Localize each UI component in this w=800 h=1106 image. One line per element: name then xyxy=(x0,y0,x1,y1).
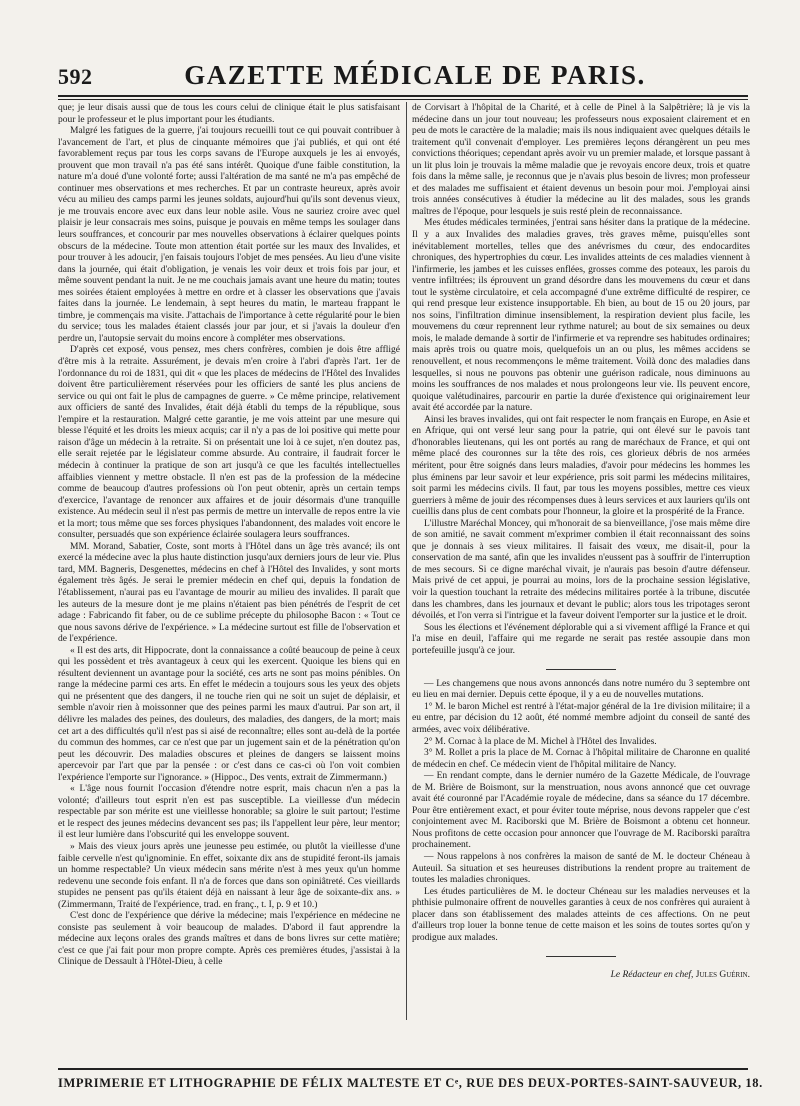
signature-label: Le Rédacteur en chef, xyxy=(610,969,694,980)
header-rule xyxy=(58,95,748,97)
right-column xyxy=(412,103,750,1073)
column-separator xyxy=(406,102,407,1020)
paragraph: MM. Morand, Sabatier, Coste, sont morts à l'Hôtel dans un âge très avancé; ils ont exercé la médecine avec la plus haute distinction jusqu'aux derniers jours de leur vie. Plus tard, MM. Bagneris, Desgenettes, médecins en chef à l'Hôtel des Invalides, y sont morts également très âgés. Je serai le premier médecin en chef qui, depuis la fondation de l'établissement, n'aurai pas eu l'avantage de mourir au milieu des invalides. Il paraît que les auteurs de la mesure dont je me plains n'étaient pas bien pénétrés de l'esprit de cet adage : Fabricando fit faber, ou de ce sublime précepte du philosophe Bacon : « Tout ce que nous savons dérive de l'expérience. » La médecine surtout est fille de l'observation et de l'expérience. xyxy=(58,541,400,645)
page-title: GAZETTE MÉDICALE DE PARIS. xyxy=(184,60,646,90)
news-item: 2° M. Cornac à la place de M. Michel à l'Hôtel des Invalides. xyxy=(424,736,657,747)
news-item: — Nous rappelons à nos confrères la maison de santé de M. le docteur Chéneau à Auteuil. Sa situation et ses heureuses distributions la rendent propre au traitement de toutes les maladies chroniques. xyxy=(412,852,750,886)
header-rule-thin xyxy=(58,99,748,100)
news-item: 1° M. le baron Michel est rentré à l'état-major général de la 1re division militaire; il a eu entre, par décision du 12 août, été nommé membre adjoint du conseil de santé des armées, avec voix délibérative. xyxy=(412,701,750,735)
news-item: Les études particulières de M. le docteur Chéneau sur les maladies nerveuses et la phthisie pulmonaire offrent de nouvelles garanties à ceux de nos confrères qui auraient à placer dans son établissement des malades atteints de ces affections. On ne peut d'ailleurs trop louer la bonne tenue de cette maison et les soins de toutes sortes qu'on y prodigue aux malades. xyxy=(412,886,750,943)
signature xyxy=(412,970,750,982)
quote-paragraph: » Mais des vieux jours après une jeunesse peu estimée, ou plutôt la vieillesse d'une faible cervelle n'est qu'ignominie. En effet, soixante dix ans de stupidité feront-ils jamais un homme respectable? Un vieux médecin sans mérite n'est à mes yeux qu'un homme redevenu une seconde fois enfant. Il n'a de forces que dans son opiniâtreté. Ces vieillards stupides ne pensent pas qu'ils étaient déjà en naissant à leur âge de soixante-dix ans. » (Zimmermann, Traité de l'expérience, trad. en franç., t. I, p. 9 et 10.) xyxy=(58,842,400,910)
quote-paragraph: « L'âge nous fournit l'occasion d'étendre notre esprit, mais chacun n'en a pas la volonté; d'ailleurs tout esprit n'en est pas susceptible. La vieillesse d'un médecin respectable par son mérite est une vieillesse honorable; sa gloire le suit partout; l'estime et le respect des jeunes médecins devancent ses pas; ils l'appellent leur père, leur mentor; il est leur lumière dans l'obscurité qui les enveloppe souvent. xyxy=(58,784,400,841)
quote-paragraph: « Il est des arts, dit Hippocrate, dont la connaissance a coûté beaucoup de peine à ceux qui les possèdent et très avantageux à ceux qui les exercent. Quoique les biens qui en résultent deviennent un avantage pour la société, ces arts ne sont pas moins pénibles. On range la médecine parmi ces arts. En effet le médecin a toujours sous les yeux des objets qui ne présentent que des dangers, il ne touche rien qui ne soit un sujet de déplaisir, et semble n'avoir rien à moissonner que des peines parmi les maux d'autrui. Par son art, il délivre les malades des peines, des douleurs, des maladies, des dangers, de la mort; mais cet art a des difficultés qu'il n'est pas si aisé de reconnaître; elles sont au-delà de la portée du commun des hommes, car ce n'est que par un jugement sain et de la pénétration qu'on peut les découvrir. Des maladies obscures et pleines de dangers se laissent moins apercevoir par l'art que par la pensée : or c'est dans ce cas-ci où l'on voit combien l'expérience l'emporte sur l'ignorance. » (Hippoc., Des vents, extrait de Zimmermann.) xyxy=(58,645,400,783)
printer-imprint: IMPRIMERIE ET LITHOGRAPHIE DE FÉLIX MALTESTE ET Cᵉ, RUE DES DEUX-PORTES-SAINT-SAUVEUR, 18. xyxy=(58,1076,763,1090)
news-item: — En rendant compte, dans le dernier numéro de la Gazette Médicale, de l'ouvrage de M. Brière de Boismont, sur la menstruation, nous avons annoncé que cet ouvrage avait été couronné par l'Académie royale de médecine, dans sa séance du 17 décembre. Pour être entièrement exact, et pour éviter toute méprise, nous devons rappeler que c'est conjointement avec M. Raciborski que M. Brière de Boismont a obtenu cet honneur. Nous profitons de cette occasion pour annoncer que l'ouvrage de M. Raciborski paraîtra prochainement. xyxy=(412,771,750,851)
section-divider xyxy=(412,950,750,962)
section-divider xyxy=(412,663,750,675)
footer-rule xyxy=(58,1068,748,1070)
paragraph: de Corvisart à l'hôpital de la Charité, et à celle de Pinel à la Salpêtrière; là je vis la médecine dans un jour tout nouveau; les professeurs nous exposaient clairement et en peu de mots le caractère de la maladie; mais ils nous indiquaient avec quelques détails le traitement qu'il convenait d'employer. Les premières leçons dérangèrent un peu mes convictions théoriques; cependant après avoir vu un premier malade, et lorsque passant à un lit plus loin je trouvais la même maladie que je revoyais encore deux, trois et quatre fois dans la même salle, je reconnus que je n'avais plus besoin de livres; mon professeur et des malades me suffisaient et étaient devenus un besoin pour moi. J'employai ainsi trois années consécutives à étudier la médecine au lit des malades, sous les grands maîtres de l'époque, pour lesquels je suis resté plein de reconnaissance. xyxy=(412,103,750,217)
signature-name: Jules Guérin. xyxy=(695,969,750,980)
paragraph: D'après cet exposé, vous pensez, mes chers confrères, combien je dois être affligé d'être mis à la retraite. Assurément, je devais m'en croire à l'abri d'après l'art. 1er de l'ordonnance du roi de 1831, qui dit « que les places de médecins de l'Hôtel des Invalides doivent être particulièrement réservées pour les officiers de santé les plus anciens de service ou qui ont fait le plus de campagnes de guerre. » Ce même principe, relativement aux officiers de santé des Invalides, était déjà établi du temps de la république, sous l'empire et la restauration. Malgré cette garantie, je me vois atteint par une mesure qui blesse l'équité et les droits les mieux acquis; car il n'y a pas de loi positive qui mette pour raison d'âge un médecin à la retraite. Si on présentait une loi à ce sujet, n'en doutez pas, elle serait rejetée par le législateur comme absurde. Au contraire, il faudrait forcer le médecin à continuer la pratique de son art jusqu'à ce que les facultés intellectuelles affaiblies viennent y mettre obstacle. Il n'en est pas de la profession de la médecine comme de beaucoup d'autres professions où l'on peut obtenir, après un certain temps d'exercice, l'avantage de renoncer aux affaires et de jouir désormais d'une tranquille existence. Au médecin seul il n'est pas permis de mettre un intervalle de repos entre la vie et la mort; tous même que ses forces physiques l'abandonnent, des malades voit encore le consulter, persuadés que son expérience éclairée soulagera leurs souffrances. xyxy=(58,345,400,541)
paragraph: L'illustre Maréchal Moncey, qui m'honorait de sa bienveillance, j'ose mais même dire de son amitié, ne savait comment m'exprimer combien il était reconnaissant des soins que je donnais à ses vieux militaires. Il faisait des vœux, me disait-il, pour la conservation de ma santé, afin que les invalides n'eussent pas à souffrir de l'interruption de mes secours. Si ce digne maréchal vivait, je n'aurais pas besoin d'autre défenseur. Mais privé de cet appui, je pourrai au moins, lors de la prochaine session législative, voir la question touchant la retraite des médecins militaires portée à la tribune, discutée dans les chambres, dans les journaux et devant le public; alors tous les tripotages seront dévoilés, et l'on verra si l'intrigue et la faveur doivent l'emporter sur la justice et le droit. xyxy=(412,518,750,622)
left-column xyxy=(58,103,400,1073)
paragraph: Sous les élections et l'événement déplorable qui a si vivement affligé la France et qui l'a mise en deuil, l'affaire qui me regarde ne serait pas restée assoupie dans mon portefeuille jusqu'à ce jour. xyxy=(412,622,750,656)
paragraph: que; je leur disais aussi que de tous les cours celui de clinique était le plus satisfaisant pour le professeur et le plus important pour les étudiants. xyxy=(58,103,400,125)
news-item: 3° M. Rollet a pris la place de M. Cornac à l'hôpital militaire de Charonne en qualité de médecin en chef. Ce médecin vient de l'hôpital militaire de Nancy. xyxy=(412,748,750,770)
paragraph: Mes études médicales terminées, j'entrai sans hésiter dans la pratique de la médecine. Il y a aux Invalides des maladies graves, très graves même, puisqu'elles sont inévitablement mortelles, telles que des anévrismes du cœur, des endocardites chroniques, des hypertrophies du cœur. Les invalides atteints de ces maladies viennent à l'infirmerie, les jambes et les cuisses enflées, grosses comme des poteaux, les parois du ventre infiltrées; ils éprouvent un grand désordre dans les mouvemens du cœur et dans tout le système circulatoire, et cela accompagné d'une extrême difficulté de respirer, ce qui rend presque leur existence insupportable. Eh bien, au bout de 15 ou 20 jours, par nos soins, l'infiltration diminue insensiblement, la respiration devient plus facile, les mouvemens du cœur reprennent leur rythme naturel; au bout de six semaines ou deux mois, le malade demande à sortir de l'infirmerie et va reprendre ses habitudes ordinaires; mais après trois ou quatre mois, quelquefois un an ou plus, les mêmes accidens se renouvellent, et nous recommençons le même traitement. Voilà donc des maladies dans lesquelles, si nous ne pouvons pas obtenir une guérison radicale, nous diminuons au moins les souffrances de nos malades et nous prolongeons leur vie. Ils peuvent encore, quoique valétudinaires, parcourir en partie la durée d'existence qui originairement leur avait été accordée par la nature. xyxy=(412,218,750,414)
news-item: — Les changemens que nous avons annoncés dans notre numéro du 3 septembre ont eu lieu en mai dernier. Depuis cette époque, il y a eu de nouvelles mutations. xyxy=(412,678,750,701)
paragraph: Malgré les fatigues de la guerre, j'ai toujours recueilli tout ce qui pouvait contribuer à l'avancement de l'art, et plus de cinquante mémoires que j'ai publiés, et qui ont été favorablement reçus par tous les corps savans de l'Europe auxquels je les ai envoyés, prouvent que mon travail n'a pas été sans intérêt. Quoique d'une faible constitution, la nature m'a doué d'une volonté forte; aussi l'altération de ma santé ne m'a pas empêché de continuer mes observations et mes recherches. Et par un contraste heureux, après avoir vécu au milieu des camps parmi les jeunes soldats, aujourd'hui qu'ils sont devenus vieux, je me trouvais encore avec eux dans leur noble asile. Vous ne sauriez croire avec quel plaisir je leur consacrais mes soins, puisque je pouvais en même temps les soulager dans leurs souffrances, et concourir par mes nouvelles observations à éclairer quelques points obscurs de la médecine. Toute mon attention était portée sur les maux des Invalides, et pour trouver à les adoucir, j'en faisais toujours l'objet de mes pensées. Au lieu d'une visite dans la journée, qui était d'obligation, je venais les voir deux et trois fois par jour, et même souvent pendant la nuit. Je ne me couchais jamais avant une heure du matin; toutes mes soirées étaient employées à mettre en ordre et à classer les observations que j'avais faites dans la journée. Le lendemain, à sept heures du matin, le marteau frappant le timbre, je commençais ma visite. J'attachais de l'importance à cette régularité pour le bien du service; tous les malades étaient classés jour par jour, et si j'avais la douleur d'en perdre un, l'autopsie servait du moins encore à compléter mes observations. xyxy=(58,126,400,344)
page-number: 592 xyxy=(58,64,93,89)
paragraph: Ainsi les braves invalides, qui ont fait respecter le nom français en Europe, en Asie et en Afrique, qui ont versé leur sang pour la patrie, qui ont élevé sur le pavois tant d'honorables lieutenans, qui les ont portés au rang de maréchaux de France, et qui ont même placé des couronnes sur la tête des rois, ces glorieux débris de nos armées méritent, pour être soignés dans leurs maladies, d'avoir pour médecins les hommes les plus éminens par leur savoir et leur expérience, pris soit parmi les médecins militaires, soit parmi les médecins civils. Il faut, par tous les moyens possibles, mettre ces vieux guerriers à même de jouir des récompenses dues à leurs services et aux lauriers qu'ils ont cueillis dans plus de cent combats pour l'honneur, la gloire et la prospérité de la France. xyxy=(412,414,750,518)
paragraph: C'est donc de l'expérience que dérive la médecine; mais l'expérience en médecine ne consiste pas seulement à voir beaucoup de malades. D'abord il faut apprendre la médecine aux leçons orales des grands maîtres et dans de bons livres sur cette matière; c'est ce que j'ai fait pour mon propre compte. Après ces premières études, j'assistai à la Clinique de Dessault à l'Hôtel-Dieu, à celle xyxy=(58,911,400,968)
